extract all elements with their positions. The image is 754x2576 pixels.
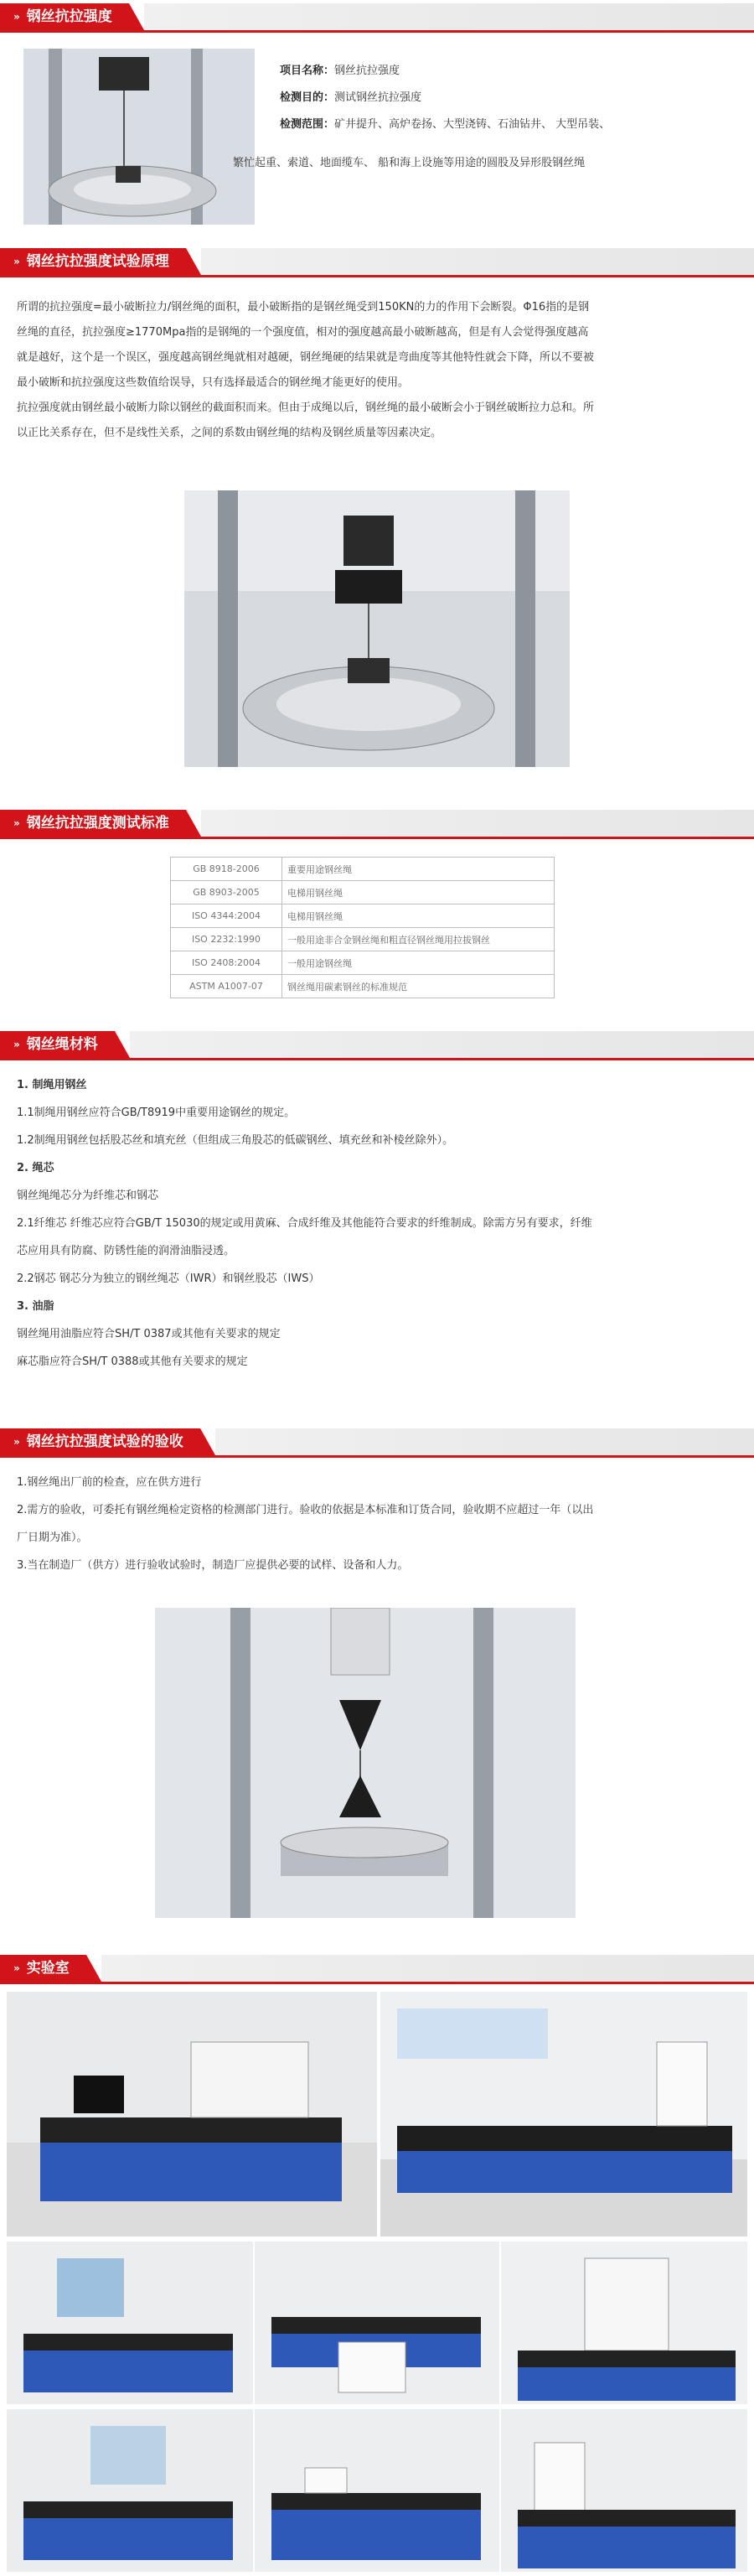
- tensile-test-image: [155, 1608, 576, 1918]
- acceptance-text: [17, 1469, 737, 1579]
- chevron-right-icon: »: [13, 817, 20, 829]
- standards-row: [171, 904, 555, 928]
- section-header-5: [0, 1425, 754, 1458]
- section-header-6: [0, 1951, 754, 1984]
- acceptance-line: 1.钢丝绳出厂前的检查，应在供方进行: [17, 1476, 202, 1489]
- principle-line: 就是越好，这个是一个误区，强度越高钢丝绳就相对越硬，钢丝绳硬的结果就是弯曲度等其他特性就会下降，所以不要被: [17, 351, 595, 364]
- purpose-label: 检测目的：: [280, 91, 335, 104]
- section-title: 钢丝抗拉强度: [26, 8, 112, 25]
- section-title: 钢丝绳材料: [26, 1036, 98, 1053]
- chevron-right-icon: »: [13, 1039, 20, 1050]
- materials-heading: 3. 油脂: [17, 1300, 54, 1313]
- section-title: 钢丝抗拉强度试验原理: [26, 253, 169, 270]
- scope-value-2: 繁忙起重、索道、地面缆车、 船和海上设施等用途的圆股及异形股钢丝绳: [233, 157, 586, 169]
- materials-heading: 2. 绳芯: [17, 1162, 54, 1174]
- standard-code: ISO 4344:2004: [171, 904, 282, 928]
- materials-line: 钢丝绳用油脂应符合SH/T 0387或其他有关要求的规定: [17, 1328, 281, 1340]
- lab-photo-8: [501, 2409, 747, 2572]
- project-name-value: 钢丝抗拉强度: [334, 65, 400, 77]
- project-name-label: 项目名称：: [280, 65, 335, 77]
- lab-photo-7: [255, 2409, 499, 2572]
- principle-line: 抗拉强度就由钢丝最小破断力除以钢丝的截面积而来。但由于成绳以后，钢丝绳的最小破断会小于钢丝破断拉力总和。所: [17, 402, 595, 414]
- standard-name: 电梯用钢丝绳: [282, 904, 555, 928]
- section-title: 钢丝抗拉强度试验的验收: [26, 1433, 183, 1450]
- tensile-test-photo-3: [155, 1608, 576, 1918]
- scope-continuation: [233, 154, 585, 173]
- scope-label: 检测范围：: [280, 118, 335, 131]
- lab-photo-2: [380, 1992, 747, 2237]
- standard-code: ASTM A1007-07: [171, 975, 282, 998]
- standard-code: ISO 2408:2004: [171, 951, 282, 975]
- standard-name: 电梯用钢丝绳: [282, 881, 555, 904]
- materials-line: 钢丝绳绳芯分为纤维芯和钢芯: [17, 1190, 159, 1202]
- standards-row: [171, 975, 555, 998]
- materials-line: 2.2钢芯 钢芯分为独立的钢丝绳芯（IWR）和钢丝股芯（IWS）: [17, 1272, 320, 1285]
- standards-row: [171, 881, 555, 904]
- section-title: 钢丝抗拉强度测试标准: [26, 815, 169, 832]
- principle-text: [17, 295, 737, 446]
- materials-heading: 1. 制绳用钢丝: [17, 1079, 87, 1091]
- chevron-right-icon: »: [13, 256, 20, 267]
- materials-line: 1.1制绳用钢丝应符合GB/T8919中重要用途钢丝的规定。: [17, 1107, 296, 1119]
- lab-photo-5: [501, 2242, 747, 2404]
- section-header-2: [0, 245, 754, 277]
- tensile-test-image: [23, 49, 255, 225]
- standards-row: [171, 951, 555, 975]
- principle-line: 丝绳的直径，抗拉强度≥1770Mpa指的是钢绳的一个强度值，相对的强度越高最小破断越高，但是有人会觉得强度越高: [17, 326, 589, 339]
- standard-name: 一般用途钢丝绳: [282, 951, 555, 975]
- purpose-value: 测试钢丝抗拉强度: [334, 91, 422, 104]
- principle-line: 最小破断和抗拉强度这些数值给误导，只有选择最适合的钢丝绳才能更好的使用。: [17, 376, 410, 389]
- acceptance-line: 3.当在制造厂（供方）进行验收试验时，制造厂应提供必要的试样、设备和人力。: [17, 1559, 409, 1572]
- standards-row: [171, 928, 555, 951]
- standards-row: [171, 858, 555, 881]
- chevron-right-icon: »: [13, 1962, 20, 1974]
- section-header-1: [0, 0, 754, 33]
- lab-photo-6: [7, 2409, 253, 2572]
- tensile-test-image: [184, 490, 570, 767]
- materials-line: 芯应用具有防腐、防锈性能的润滑油脂浸透。: [17, 1245, 235, 1257]
- standard-name: 钢丝绳用碳素钢丝的标准规范: [282, 975, 555, 998]
- tensile-test-photo-1: [23, 49, 255, 225]
- lab-photo-4: [255, 2242, 499, 2404]
- standard-code: GB 8918-2006: [171, 858, 282, 881]
- lab-photo-1: [7, 1992, 377, 2237]
- standard-name: 一般用途非合金钢丝绳和粗直径钢丝绳用拉拔钢丝: [282, 928, 555, 951]
- acceptance-line: 厂日期为准）。: [17, 1532, 88, 1544]
- materials-line: 麻芯脂应符合SH/T 0388或其他有关要求的规定: [17, 1355, 248, 1368]
- standards-table: [170, 857, 555, 998]
- section-header-4: [0, 1028, 754, 1060]
- materials-line: 1.2制绳用钢丝包括股芯丝和填充丝（但组成三角股芯的低碳钢丝、填充丝和补棱丝除外）。: [17, 1134, 454, 1147]
- scope-value-1: 矿井提升、高炉卷扬、大型浇铸、石油钻井、 大型吊装、: [334, 118, 611, 131]
- materials-line: 2.1纤维芯 纤维芯应符合GB/T 15030的规定或用黄麻、合成纤维及其他能符合要求的纤维制成。除需方另有要求，纤维: [17, 1217, 592, 1230]
- principle-line: 以正比关系存在，但不是线性关系，之间的系数由钢丝绳的结构及钢丝质量等因素决定。: [17, 427, 442, 439]
- project-info: [280, 62, 610, 134]
- chevron-right-icon: »: [13, 11, 20, 23]
- lab-photo-3: [7, 2242, 253, 2404]
- chevron-right-icon: »: [13, 1436, 20, 1448]
- principle-line: 所谓的抗拉强度=最小破断拉力/钢丝绳的面积，最小破断指的是钢丝绳受到150KN的力的作用下会断裂。Φ16指的是钢: [17, 301, 590, 314]
- standard-name: 重要用途钢丝绳: [282, 858, 555, 881]
- standard-code: ISO 2232:1990: [171, 928, 282, 951]
- section-title: 实验室: [26, 1960, 70, 1977]
- tensile-test-photo-2: [184, 490, 570, 767]
- standard-code: GB 8903-2005: [171, 881, 282, 904]
- materials-text: [17, 1071, 737, 1376]
- section-header-3: [0, 806, 754, 839]
- acceptance-line: 2.需方的验收，可委托有钢丝绳检定资格的检测部门进行。验收的依据是本标准和订货合同，验收期不应超过一年（以出: [17, 1504, 594, 1516]
